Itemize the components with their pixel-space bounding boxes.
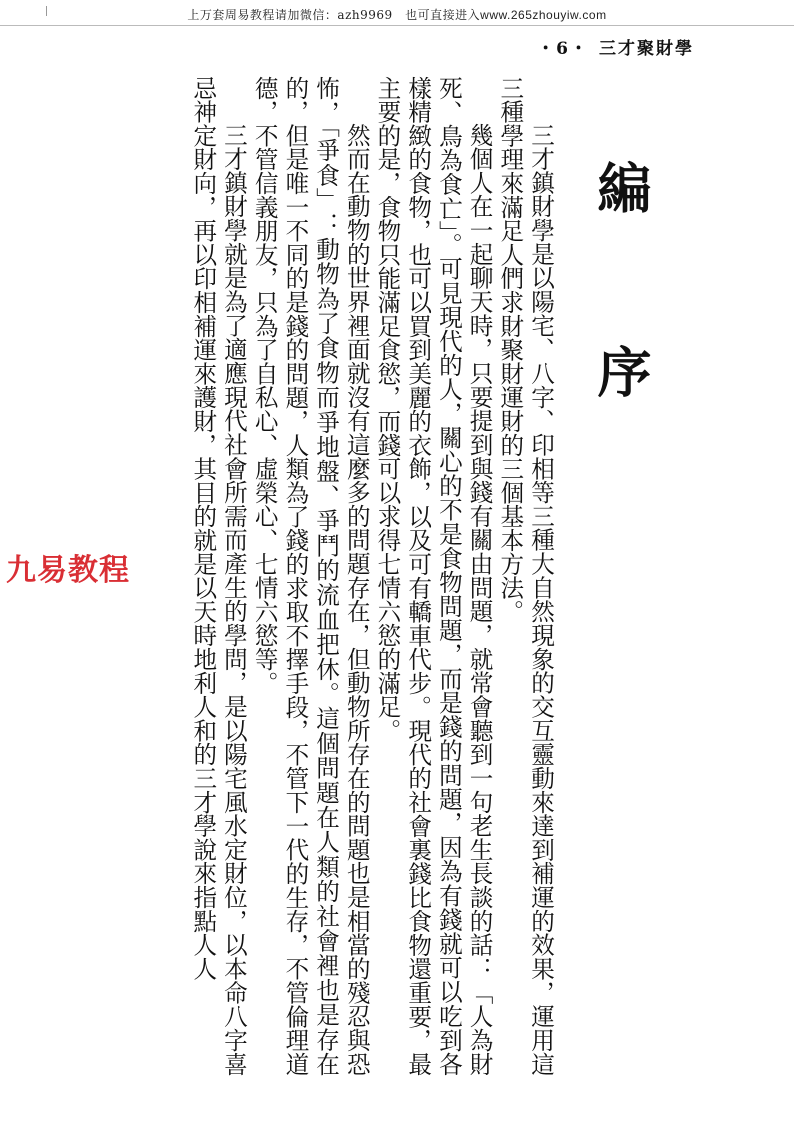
paragraph-3: 然而在動物的世界裡面就沒有這麼多的問題存在，但動物所存在的問題也是相當的殘忍與恐怖，「爭食」：動物為了食物而爭地盤、爭鬥的流血把休。這個問題在人類的社會裡也是存在的，但是唯一不同的是錢的問題，人類為了錢的求取不擇手段，不管下一代的生存，不管倫理道德，不管信義朋友，只為了自私心、虛榮心、七情六慾等。 bbox=[250, 76, 371, 1076]
banner-divider bbox=[0, 25, 794, 26]
paragraph-1: 三才鎮財學是以陽宅、八字、印相等三種大自然現象的交互靈動來達到補運的效果，運用這三種學理來滿足人們求財聚財運財的三個基本方法。 bbox=[496, 76, 555, 1076]
page-number: ・6・ bbox=[537, 39, 589, 59]
promo-banner bbox=[0, 6, 794, 23]
paragraph-2: 幾個人在一起聊天時，只要提到與錢有關由問題，就常會聽到一句老生長談的話：「人為財死、鳥為食亡」。可見現代的人，關心的不是食物問題，而是錢的問題，因為有錢就可以吃到各樣精緻的食物，也可以買到美麗的衣飾，以及可有轎車代步。現代的社會裏錢比食物還重要，最主要的是，食物只能滿足食慾，而錢可以求得七情六慾的滿足。 bbox=[373, 76, 494, 1076]
promo-banner-text: 上万套周易教程请加微信：azh9969 也可直接进入 bbox=[187, 8, 481, 22]
watermark-logo: 九易教程 bbox=[6, 553, 130, 588]
paragraph-4: 三才鎮財學就是為了適應現代社會所需而產生的學問，是以陽宅風水定財位，以本命八字喜忌神定財向，再以印相補運來護財，其目的就是以天時地利人和的三才學說來指點人人 bbox=[189, 76, 248, 1076]
running-head bbox=[537, 34, 694, 59]
chapter-title: 編 序 bbox=[589, 160, 653, 436]
promo-banner-url[interactable]: www.265zhouyiw.com bbox=[480, 8, 607, 22]
book-title: 三才聚財學 bbox=[599, 39, 694, 59]
body-text bbox=[126, 76, 556, 1076]
